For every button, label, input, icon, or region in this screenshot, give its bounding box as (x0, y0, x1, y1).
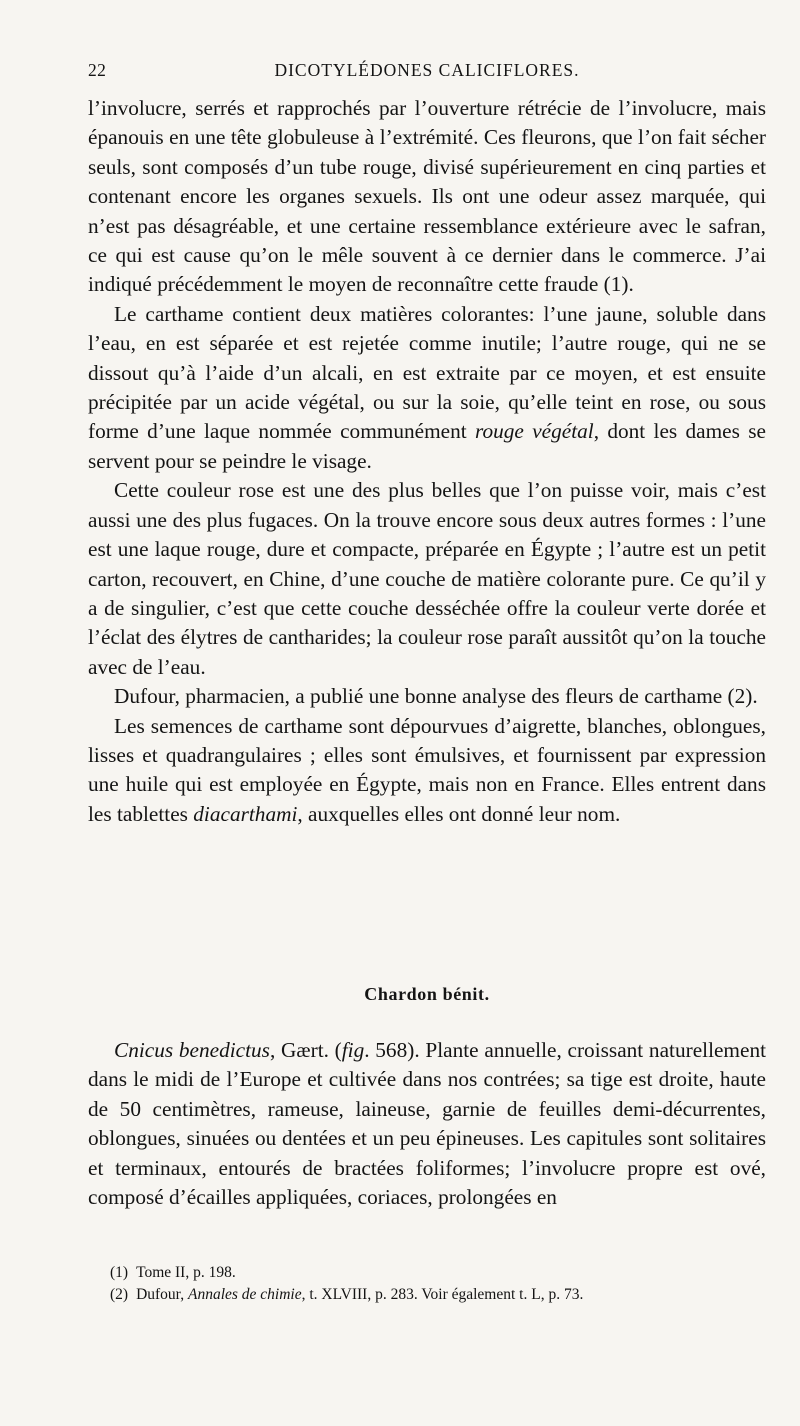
species-name: Cnicus benedictus (114, 1038, 270, 1062)
footnote (110, 1262, 770, 1284)
figure-reference: . 568). (364, 1038, 420, 1062)
paragraph-matieres-colorantes (88, 300, 766, 476)
footnote (110, 1284, 770, 1306)
running-title: DICOTYLÉDONES CALICIFLORES. (274, 60, 580, 80)
footnote-journal-title: Annales de chimie (187, 1286, 302, 1303)
running-head (88, 60, 766, 84)
paragraph-involucre: l’involucre, serrés et rapprochés par l’ouverture rétrécie de l’involucre, mais épanouis en une tête globuleuse à l’extrémité. Ces fleurons, que l’on fait sécher seuls, sont composés d’un tube rouge, divisé supérieurement en cinq parties et contenant encore les organes sexuels. Ils ont une odeur assez marquée, qui n’est pas désagréable, et une certaine ressemblance extérieure avec le safran, ce qui est cause qu’on le mêle souvent à ce dernier dans le commerce. J’ai indiqué précédemment le moyen de reconnaître cette fraude (1). (88, 96, 766, 297)
paragraph-couleur-rose: Cette couleur rose est une des plus belles que l’on puisse voir, mais c’est aussi une des plus fugaces. On la trouve encore sous deux autres formes : l’une est une laque rouge, dure et compacte, préparée en Égypte ; l’autre est un petit carton, recouvert, en Chine, d’une couche de matière colorante pure. Ce qu’il y a de singulier, c’est que cette couche desséchée offre la couleur verte dorée et l’éclat des élytres de cantharides; la couleur rose paraît aussitôt qu’on la touche avec de l’eau. (88, 478, 766, 679)
paragraph-text: Plante annuelle, croissant naturellement dans le midi de l’Europe et cultivée dans nos contrées; sa tige est droite, haute de 50 centimètres, rameuse, laineuse, garnie de feuilles demi-décurrentes, oblongues, sinuées ou dentées et un peu épineuses. Les capitules sont solitaires et terminaux, entourés de bractées foliformes; l’involucre propre est ové, composé d’écailles appliquées, coriaces, prolongées en (88, 1038, 767, 1210)
paragraph-text: Le carthame contient deux matières colorantes: l’une jaune, soluble dans l’eau, en est séparée et est rejetée comme inutile; l’autre rouge, qui ne se dissout qu’à l’aide d’un alcali, en est extraite par ce moyen, et est ensuite précipitée par un acide végétal, ou sur la soie, qu’elle teint en rose, ou sous forme d’une laque nommée communément (88, 301, 766, 444)
page-number: 22 (88, 60, 107, 80)
footnote-text: , t. XLVIII, p. 283. Voir également t. L, p. 73. (301, 1286, 584, 1303)
paragraph-semences (88, 712, 766, 830)
paragraph-text: , dont les dames se servent pour se peindre le visage. (88, 419, 766, 473)
body-text (88, 94, 766, 829)
italic-term: rouge végétal (474, 419, 594, 444)
footnotes (110, 1262, 770, 1306)
species-authority: , Gært. ( (269, 1038, 342, 1062)
paragraph-cnicus (88, 1036, 766, 1212)
footnote-text: Tome II, p. 198. (136, 1264, 236, 1281)
section-heading: Chardon bénit. (364, 984, 490, 1004)
footnote-marker: (2) (110, 1286, 129, 1303)
footnote-marker: (1) (110, 1264, 129, 1281)
italic-term: diacarthami (193, 801, 298, 826)
section-body (88, 1036, 766, 1212)
paragraph-dufour: Dufour, pharmacien, a publié une bonne analyse des fleurs de carthame (2). (114, 684, 758, 709)
footnote-text: Dufour, (136, 1286, 188, 1303)
paragraph-text: , auxquelles elles ont donné leur nom. (297, 801, 621, 826)
figure-label: fig (341, 1038, 365, 1062)
paragraph-text: Les semences de carthame sont dépourvues d’aigrette, blanches, oblongues, lisses et quadrangulaires ; elles sont émulsives, et fournissent par expression une huile qui est employée en Égypte, mais non en France. Elles entrent dans les tablettes (88, 713, 766, 826)
